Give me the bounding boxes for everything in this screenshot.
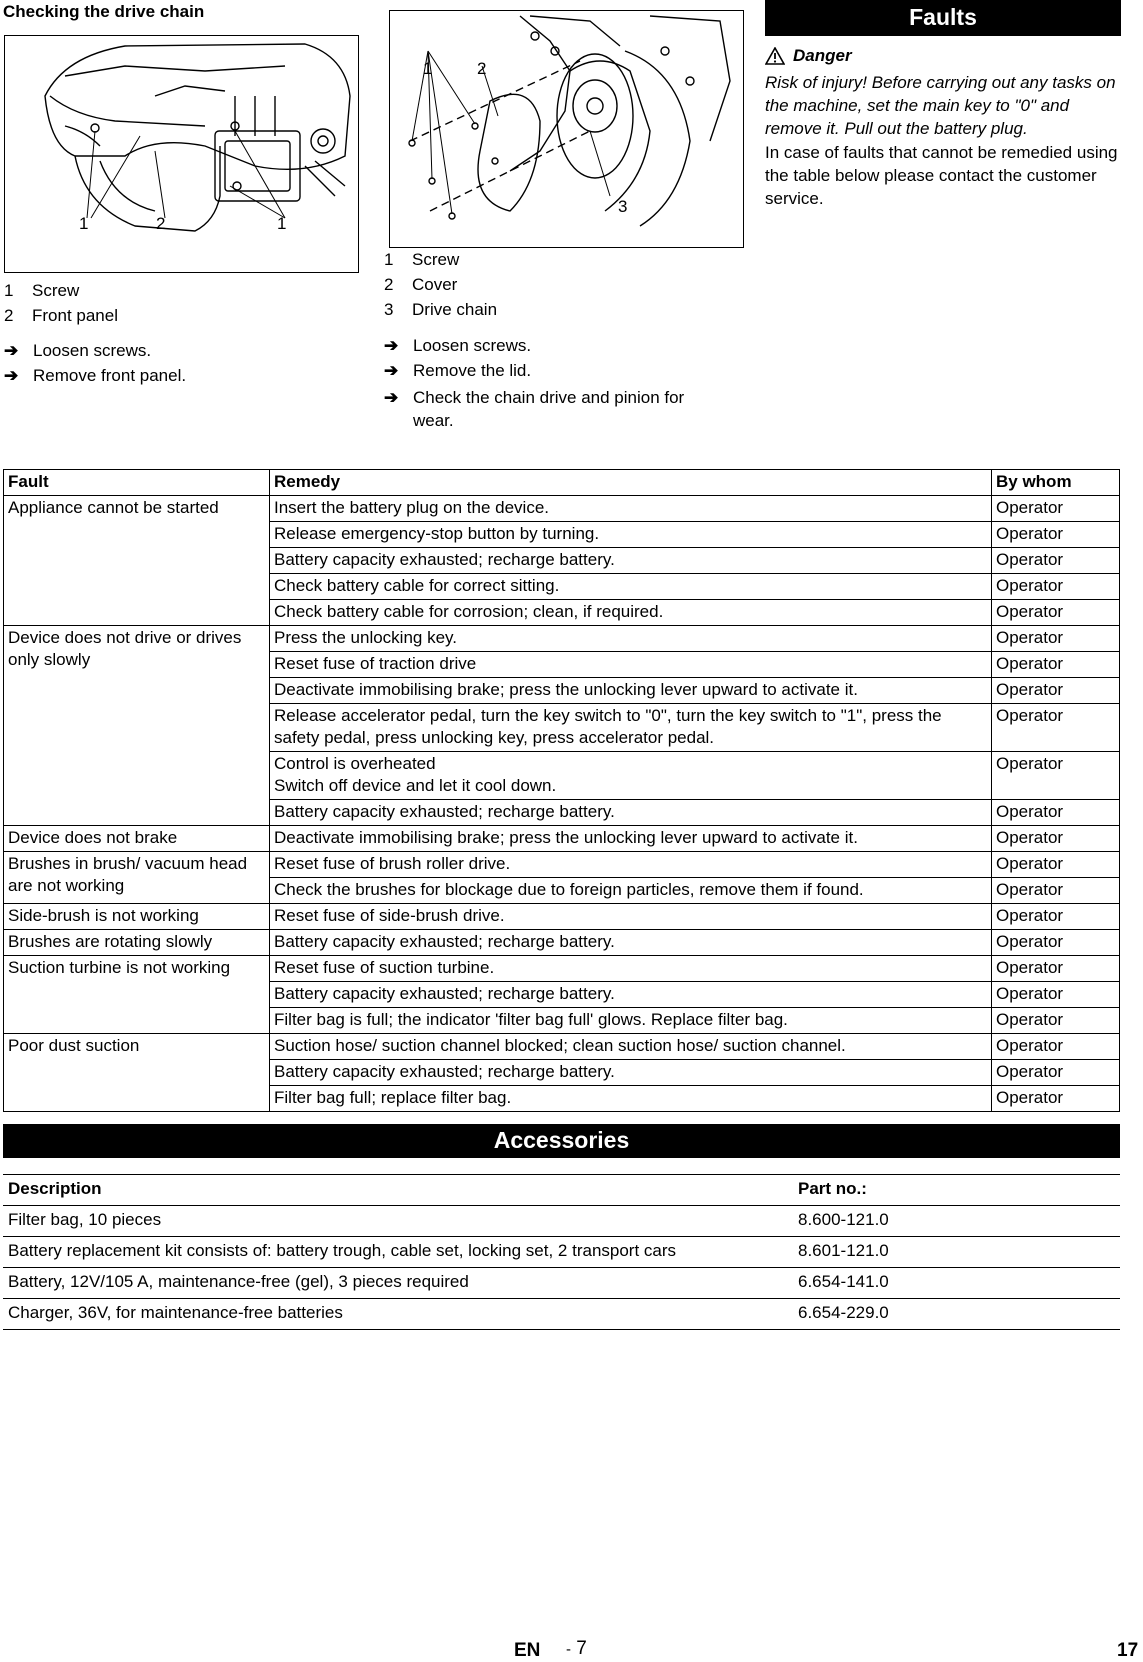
remedy-cell: Check the brushes for blockage due to foreign particles, remove them if found. — [270, 878, 992, 904]
table-row — [3, 1268, 1120, 1299]
fault-cell: Brushes in brush/ vacuum head are not working — [4, 852, 270, 904]
by-whom-cell: Operator — [992, 496, 1120, 522]
remedy-cell: Check battery cable for correct sitting. — [270, 574, 992, 600]
by-whom-cell: Operator — [992, 752, 1120, 800]
remedy-cell: Battery capacity exhausted; recharge battery. — [270, 930, 992, 956]
remedy-cell: Reset fuse of brush roller drive. — [270, 852, 992, 878]
info-text: In case of faults that cannot be remedied using the table below please contact the customer service. — [765, 143, 1118, 208]
section-heading: Checking the drive chain — [3, 2, 205, 21]
by-whom-cell: Operator — [992, 1034, 1120, 1060]
by-whom-cell: Operator — [992, 1060, 1120, 1086]
fault-cell: Device does not brake — [4, 826, 270, 852]
by-whom-cell: Operator — [992, 704, 1120, 752]
description-cell: Battery replacement kit consists of: battery trough, cable set, locking set, 2 transport cars — [3, 1237, 793, 1268]
table-row — [3, 1237, 1120, 1268]
remedy-cell: Battery capacity exhausted; recharge battery. — [270, 982, 992, 1008]
column-header: By whom — [992, 470, 1120, 496]
by-whom-cell: Operator — [992, 904, 1120, 930]
by-whom-cell: Operator — [992, 522, 1120, 548]
instruction-step: ➔ Remove the lid. — [384, 361, 532, 380]
accessories-title: Accessories — [3, 1124, 1120, 1158]
by-whom-cell: Operator — [992, 678, 1120, 704]
fault-cell: Side-brush is not working — [4, 904, 270, 930]
column-header: Description — [3, 1175, 793, 1206]
description-cell: Charger, 36V, for maintenance-free batteries — [3, 1299, 793, 1330]
table-row — [4, 852, 1120, 878]
fault-cell: Appliance cannot be started — [4, 496, 270, 626]
part-number-cell: 8.600-121.0 — [793, 1206, 1120, 1237]
legend-item: 2 Cover — [384, 275, 458, 294]
footer-total-page: 17 — [1117, 1640, 1139, 1661]
figure-callout: 1 — [423, 59, 433, 78]
remedy-cell: Reset fuse of traction drive — [270, 652, 992, 678]
table-row — [4, 826, 1120, 852]
table-row — [4, 930, 1120, 956]
fault-cell: Device does not drive or drives only slowly — [4, 626, 270, 826]
column-header: Fault — [4, 470, 270, 496]
by-whom-cell: Operator — [992, 826, 1120, 852]
arrow-right-icon: ➔ — [384, 336, 399, 355]
fault-table — [3, 469, 1120, 1112]
danger-heading: Danger — [765, 46, 852, 66]
front-panel-figure — [4, 35, 359, 273]
by-whom-cell: Operator — [992, 574, 1120, 600]
table-row — [3, 1206, 1120, 1237]
part-number-cell: 6.654-141.0 — [793, 1268, 1120, 1299]
front-panel-drawing — [5, 36, 358, 272]
danger-text: Risk of injury! Before carrying out any tasks on the machine, set the main key to "0" and remove it. Pull out the battery plug. — [765, 73, 1116, 138]
part-number-cell: 8.601-121.0 — [793, 1237, 1120, 1268]
legend-item: 2 Front panel — [4, 306, 118, 325]
arrow-right-icon: ➔ — [4, 366, 19, 385]
fault-cell: Poor dust suction — [4, 1034, 270, 1112]
by-whom-cell: Operator — [992, 548, 1120, 574]
remedy-cell: Press the unlocking key. — [270, 626, 992, 652]
legend-item: 1 Screw — [4, 281, 80, 300]
arrow-right-icon: ➔ — [384, 361, 399, 380]
table-row — [4, 904, 1120, 930]
remedy-cell: Check battery cable for corrosion; clean, if required. — [270, 600, 992, 626]
warning-triangle-icon — [765, 47, 785, 65]
remedy-cell: Reset fuse of side-brush drive. — [270, 904, 992, 930]
remedy-cell: Release emergency-stop button by turning. — [270, 522, 992, 548]
drive-chain-drawing — [390, 11, 743, 247]
arrow-right-icon: ➔ — [384, 388, 399, 407]
remedy-cell: Reset fuse of suction turbine. — [270, 956, 992, 982]
table-header-row — [4, 470, 1120, 496]
table-row — [4, 1034, 1120, 1060]
instruction-step: ➔ Check the chain drive and pinion for wear. — [384, 388, 685, 430]
remedy-cell: Release accelerator pedal, turn the key switch to "0", turn the key switch to "1", press the safety pedal, press unlocking key, press accelerator pedal. — [270, 704, 992, 752]
by-whom-cell: Operator — [992, 652, 1120, 678]
table-row — [4, 626, 1120, 652]
arrow-right-icon: ➔ — [4, 341, 19, 360]
remedy-cell: Battery capacity exhausted; recharge battery. — [270, 548, 992, 574]
by-whom-cell: Operator — [992, 1008, 1120, 1034]
by-whom-cell: Operator — [992, 852, 1120, 878]
fault-cell: Brushes are rotating slowly — [4, 930, 270, 956]
column-header: Remedy — [270, 470, 992, 496]
by-whom-cell: Operator — [992, 930, 1120, 956]
description-cell: Battery, 12V/105 A, maintenance-free (gel), 3 pieces required — [3, 1268, 793, 1299]
part-number-cell: 6.654-229.0 — [793, 1299, 1120, 1330]
by-whom-cell: Operator — [992, 878, 1120, 904]
remedy-cell: Deactivate immobilising brake; press the unlocking lever upward to activate it. — [270, 678, 992, 704]
by-whom-cell: Operator — [992, 600, 1120, 626]
faults-title: Faults — [765, 0, 1121, 36]
remedy-cell: Battery capacity exhausted; recharge battery. — [270, 800, 992, 826]
fault-cell: Suction turbine is not working — [4, 956, 270, 1034]
remedy-cell: Control is overheated Switch off device and let it cool down. — [270, 752, 992, 800]
by-whom-cell: Operator — [992, 626, 1120, 652]
column-header: Part no.: — [793, 1175, 1120, 1206]
figure-callout: 1 — [79, 214, 89, 233]
footer-language: EN — [514, 1640, 541, 1661]
by-whom-cell: Operator — [992, 956, 1120, 982]
figure-callout: 2 — [477, 59, 487, 78]
remedy-cell: Deactivate immobilising brake; press the unlocking lever upward to activate it. — [270, 826, 992, 852]
remedy-cell: Insert the battery plug on the device. — [270, 496, 992, 522]
table-row — [4, 956, 1120, 982]
figure-callout: 3 — [618, 197, 628, 216]
instruction-step: ➔ Loosen screws. — [384, 336, 532, 355]
footer-page-number: - 7 — [566, 1638, 587, 1659]
description-cell: Filter bag, 10 pieces — [3, 1206, 793, 1237]
legend-item: 1 Screw — [384, 250, 460, 269]
table-row — [3, 1299, 1120, 1330]
figure-callout: 2 — [156, 214, 166, 233]
remedy-cell: Filter bag full; replace filter bag. — [270, 1086, 992, 1112]
figure-callout: 1 — [277, 214, 287, 233]
legend-item: 3 Drive chain — [384, 300, 498, 319]
instruction-step: ➔ Loosen screws. — [4, 341, 152, 360]
accessories-table — [3, 1174, 1120, 1330]
remedy-cell: Battery capacity exhausted; recharge battery. — [270, 1060, 992, 1086]
by-whom-cell: Operator — [992, 800, 1120, 826]
accessories-table-body — [3, 1206, 1120, 1330]
instruction-step: ➔ Remove front panel. — [4, 366, 187, 385]
remedy-cell: Suction hose/ suction channel blocked; clean suction hose/ suction channel. — [270, 1034, 992, 1060]
by-whom-cell: Operator — [992, 1086, 1120, 1112]
remedy-cell: Filter bag is full; the indicator 'filter bag full' glows. Replace filter bag. — [270, 1008, 992, 1034]
fault-table-body — [4, 496, 1120, 1112]
by-whom-cell: Operator — [992, 982, 1120, 1008]
table-header-row — [3, 1175, 1120, 1206]
drive-chain-figure — [389, 10, 744, 248]
table-row — [4, 496, 1120, 522]
